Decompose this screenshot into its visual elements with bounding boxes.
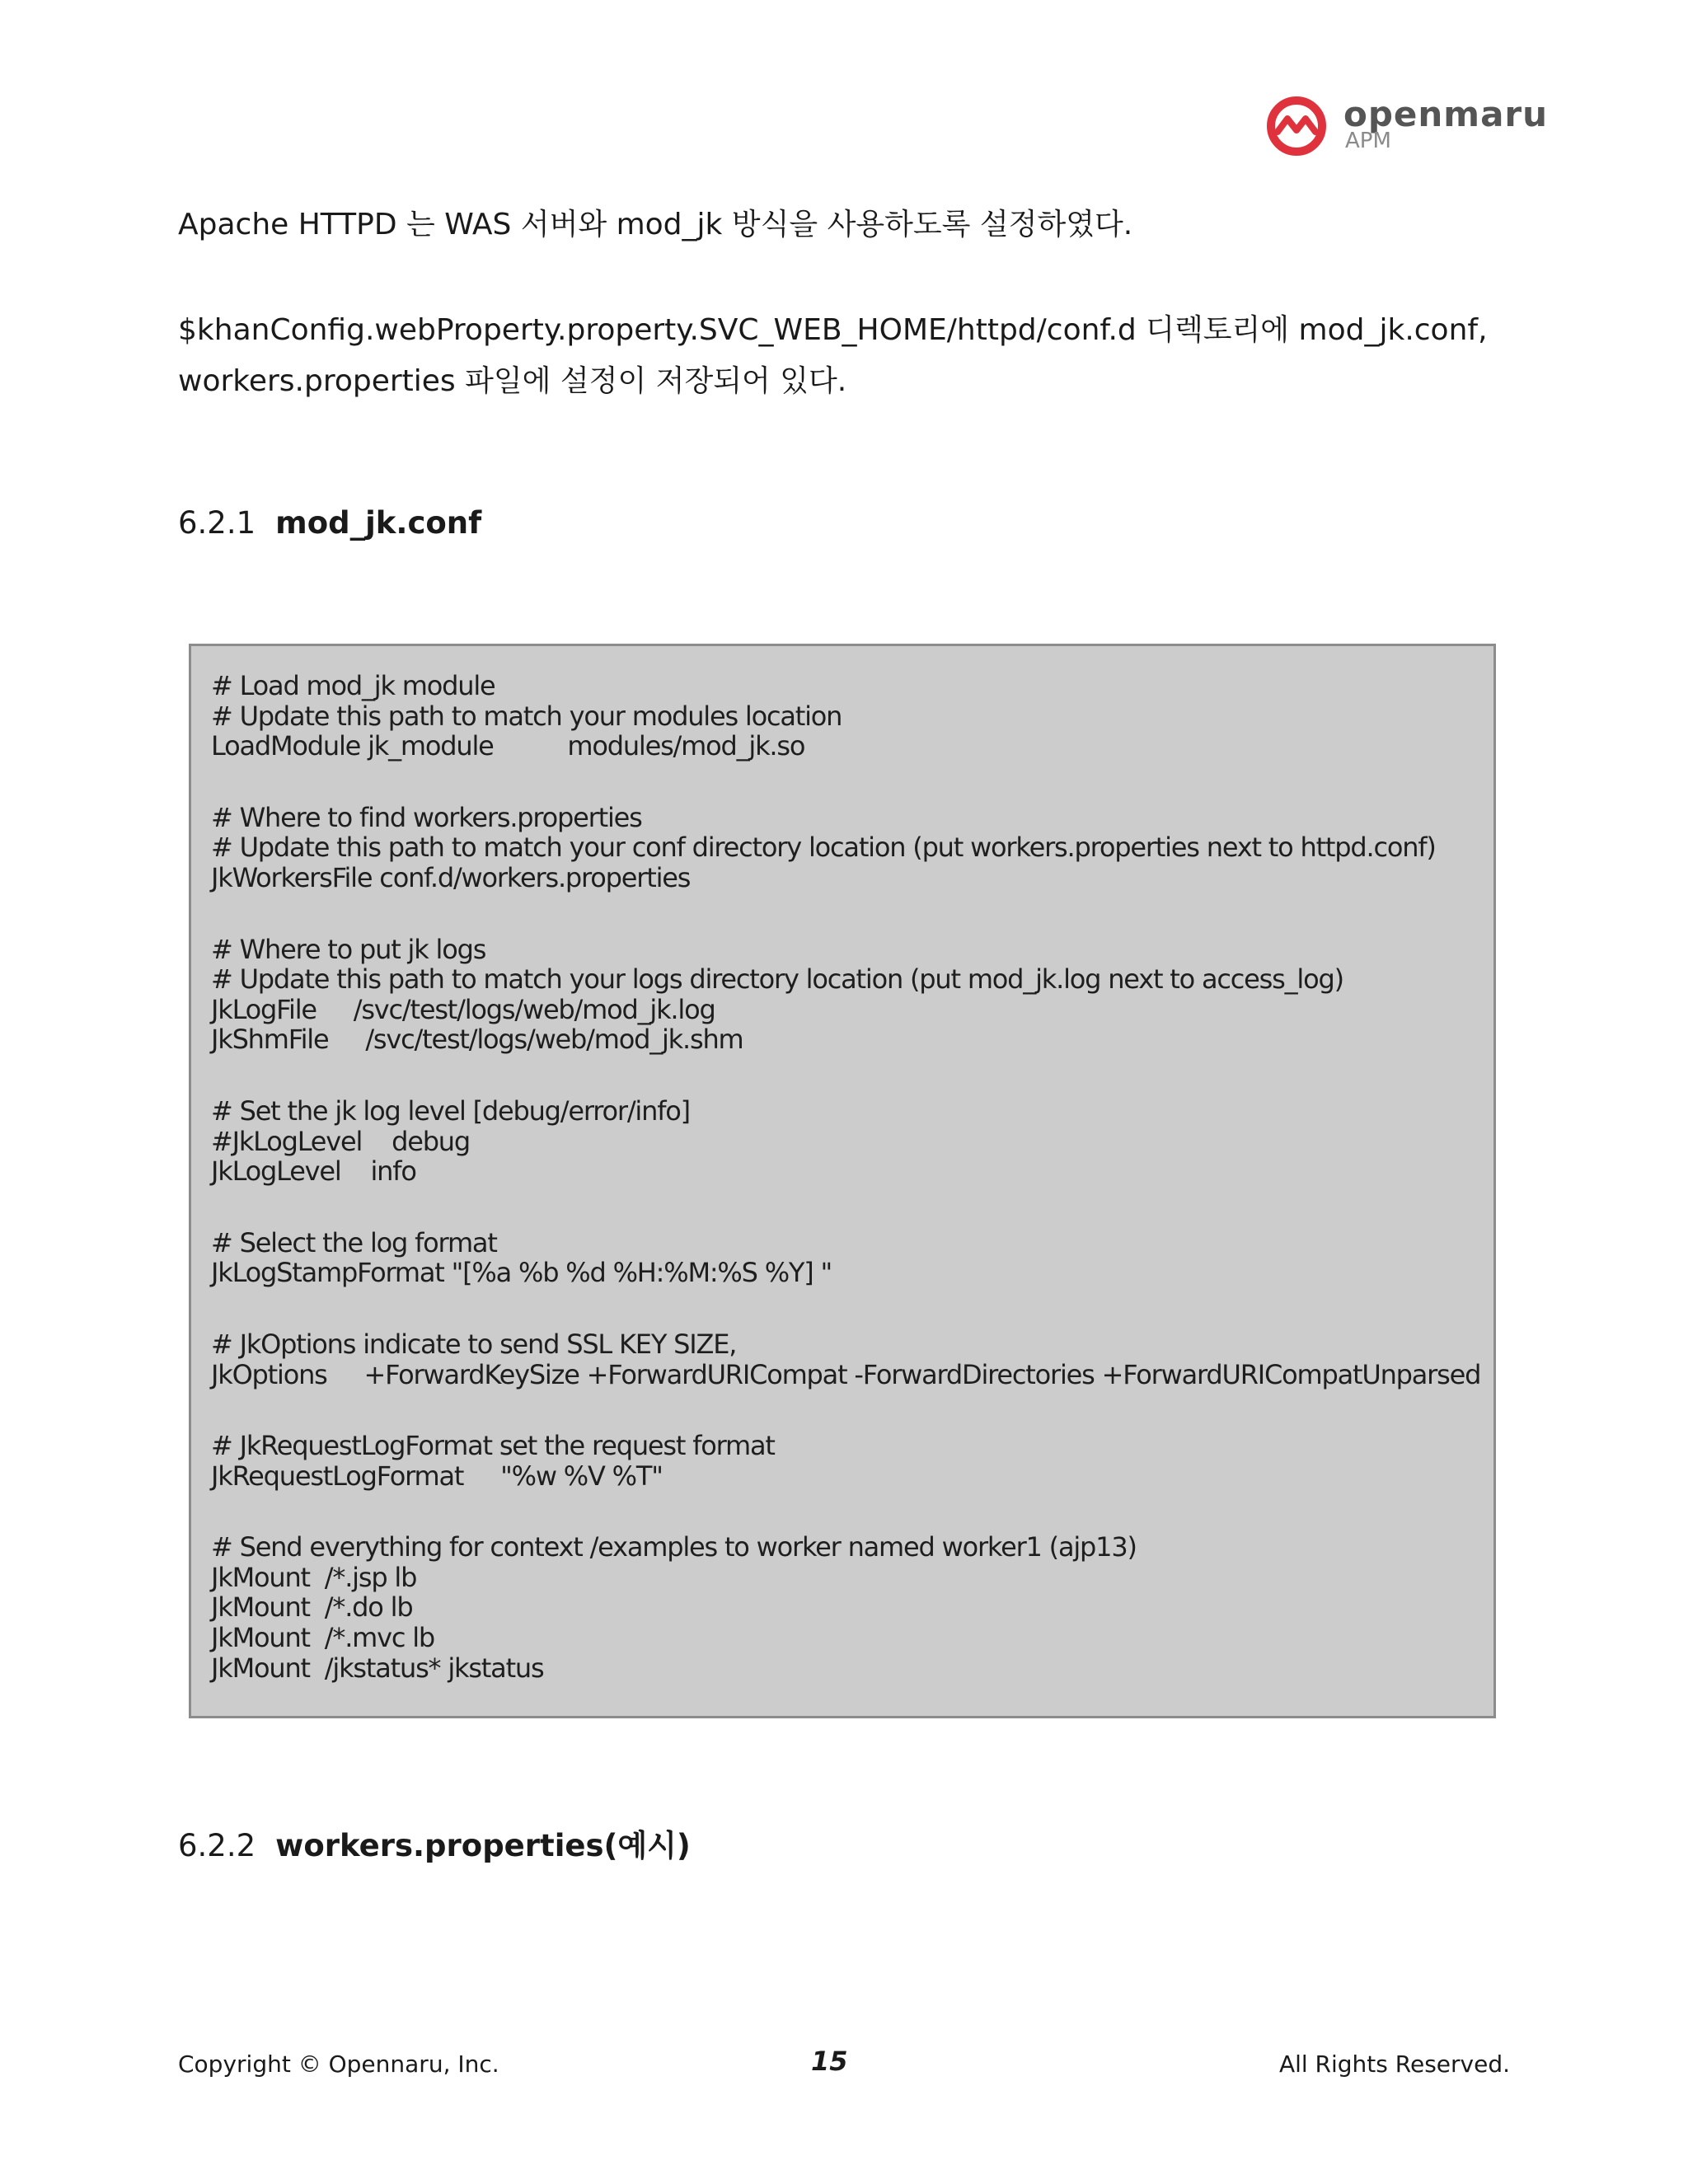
code-line: LoadModule jk_module modules/mod_jk.so [211,730,805,762]
code-line: JkShmFile /svc/test/logs/web/mod_jk.shm [211,1024,743,1056]
code-block-log-format [211,1228,1493,1288]
section-number: 6.2.1 [178,505,256,541]
intro-line-3: workers.properties 파일에 설정이 저장되어 있다. [178,364,847,398]
footer-rights: All Rights Reserved. [1278,2050,1510,2078]
code-line: JkMount /*.jsp lb [211,1561,417,1593]
code-line: # Load mod_jk module [211,670,495,701]
section-title: mod_jk.conf [275,505,482,541]
code-line: JkLogFile /svc/test/logs/web/mod_jk.log [211,993,715,1025]
code-line: JkRequestLogFormat "%w %V %T" [211,1460,663,1492]
code-line: #JkLogLevel debug [211,1125,471,1157]
brand-sub: APM [1345,129,1391,153]
code-line: JkOptions +ForwardKeySize +ForwardURICompat -ForwardDirectories +ForwardURICompatUnparsed [211,1358,1481,1390]
code-line: # Where to find workers.properties [211,801,642,833]
code-block-options [211,1329,1493,1390]
code-line: # Update this path to match your logs directory location (put mod_jk.log next to access_log) [211,963,1343,996]
code-block-logs [211,935,1493,1055]
section-title: workers.properties(예시) [275,1828,691,1863]
code-line: # JkOptions indicate to send SSL KEY SIZE, [211,1328,737,1360]
code-line: JkLogStampFormat "[%a %b %d %H:%M:%S %Y] " [211,1257,832,1289]
section-heading-mod-jk [178,503,481,544]
brand-name: openmaru [1343,94,1549,134]
code-line: # Set the jk log level [debug/error/info] [211,1094,690,1127]
intro-line-1: Apache HTTPD 는 WAS 서버와 mod_jk 방식을 사용하도록 설정하였다. [178,208,1133,241]
brand-logo [1266,94,1549,162]
code-line: # Where to put jk logs [211,933,486,965]
code-block-request-log [211,1431,1493,1491]
code-block-load-module [211,671,1493,762]
code-block-mounts [211,1532,1493,1683]
code-block-workers-file [211,803,1493,893]
footer-page-number: 15 [811,2046,848,2077]
code-line: JkMount /*.mvc lb [211,1622,435,1654]
code-line: JkMount /jkstatus* jkstatus [211,1652,544,1684]
code-line: JkLogLevel info [211,1155,416,1188]
code-line: # Send everything for context /examples to worker named worker1 (ajp13) [211,1531,1137,1563]
openmaru-logo-icon [1266,96,1327,157]
code-line: JkWorkersFile conf.d/workers.properties [211,861,691,893]
code-line: # Update this path to match your conf directory location (put workers.properties next to httpd.conf) [211,832,1436,864]
code-block-log-level [211,1096,1493,1187]
section-number: 6.2.2 [178,1828,256,1863]
code-line: # Select the log format [211,1226,497,1258]
config-code-box [189,644,1496,1718]
footer-copyright: Copyright © Opennaru, Inc. [178,2050,499,2078]
code-line: JkMount /*.do lb [211,1591,413,1624]
code-line: # JkRequestLogFormat set the request format [211,1430,775,1462]
code-line: # Update this path to match your modules location [211,700,842,732]
section-heading-workers [178,1825,691,1867]
intro-line-2: $khanConfig.webProperty.property.SVC_WEB_HOME/httpd/conf.d 디렉토리에 mod_jk.conf, [178,313,1488,347]
